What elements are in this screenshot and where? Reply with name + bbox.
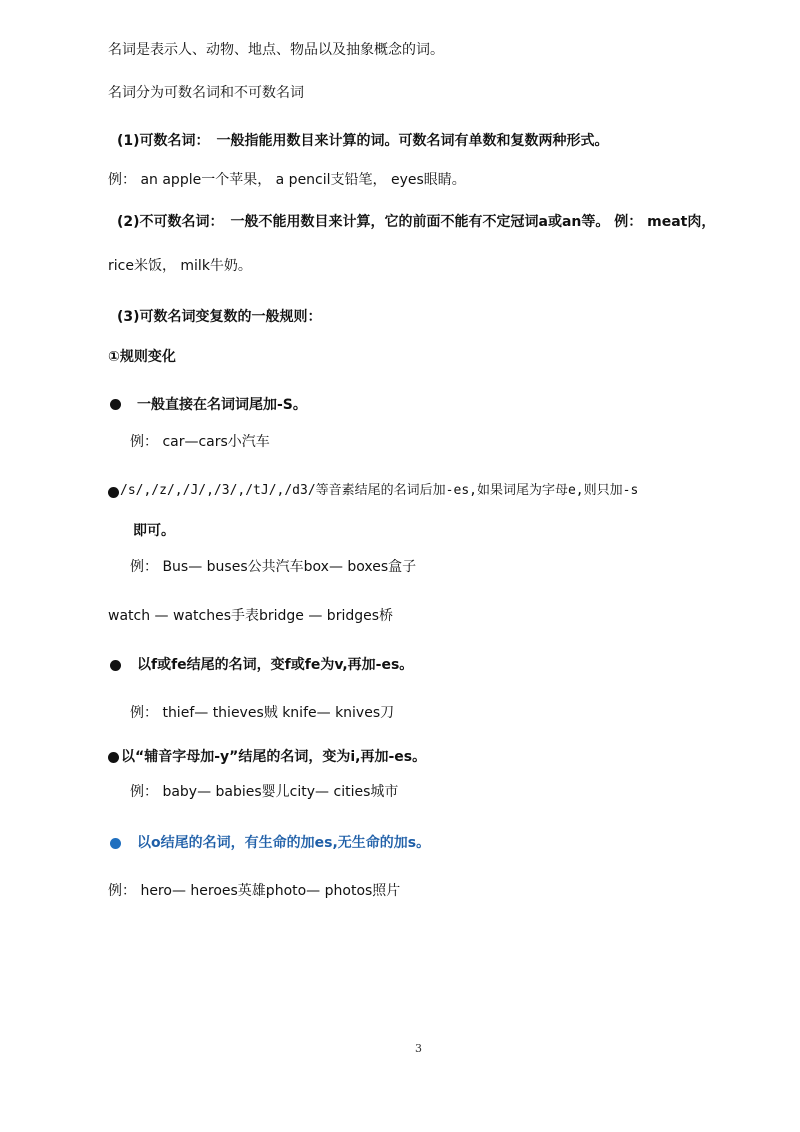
plural-rules-heading: (3)可数名词变复数的一般规则： <box>117 309 322 325</box>
uncountable-noun-heading: (2)不可数名词： 一般不能用数目来计算，它的前面不能有不定冠词a或an等。 例： meat肉， <box>117 214 716 230</box>
rule-o-ending: 以o结尾的名词，有生命的加es,无生命的加s。 <box>137 835 431 851</box>
countable-example-line: 例： an apple一个苹果， a pencil支铅笔， eyes眼睛。 <box>108 172 466 188</box>
rule-f-fe-example: 例： thief— thieves贼 knife— knives刀 <box>130 705 395 721</box>
rule-add-es-continuation: 即可。 <box>133 523 175 539</box>
regular-change-heading: ①规则变化 <box>108 349 176 365</box>
rule-add-s: 一般直接在名词词尾加-S。 <box>137 397 307 413</box>
rule-add-s-example: 例： car—cars小汽车 <box>130 434 270 450</box>
bullet-icon <box>108 487 119 498</box>
uncountable-example-line: rice米饭， milk牛奶。 <box>108 258 252 274</box>
countable-noun-heading: (1)可数名词： 一般指能用数目来计算的词。可数名词有单数和复数两种形式。 <box>117 133 609 149</box>
definition-line: 名词是表示人、动物、地点、物品以及抽象概念的词。 <box>108 42 444 58</box>
blue-bullet-icon <box>110 838 121 849</box>
rule-consonant-y: 以“辅音字母加-y”结尾的名词，变为i,再加-es。 <box>121 749 427 765</box>
bullet-icon <box>108 752 119 763</box>
rule-f-fe: 以f或fe结尾的名词，变f或fe为v,再加-es。 <box>137 657 414 673</box>
bullet-icon <box>110 399 121 410</box>
page-number: 3 <box>415 1042 422 1055</box>
bullet-icon <box>110 660 121 671</box>
rule-o-ending-example: 例： hero— heroes英雄photo— photos照片 <box>108 883 401 899</box>
rule-consonant-y-example: 例： baby— babies婴儿city— cities城市 <box>130 784 399 800</box>
rule-add-es: /s/,/z/,/J/,/3/,/tJ/,/d3/等音素结尾的名词后加-es,如果词尾为字母e,则只加-s <box>120 483 639 498</box>
rule-add-es-example-1: 例： Bus— buses公共汽车box— boxes盒子 <box>130 559 417 575</box>
categories-line: 名词分为可数名词和不可数名词 <box>108 85 304 101</box>
rule-add-es-example-2: watch — watches手表bridge — bridges桥 <box>108 608 394 624</box>
